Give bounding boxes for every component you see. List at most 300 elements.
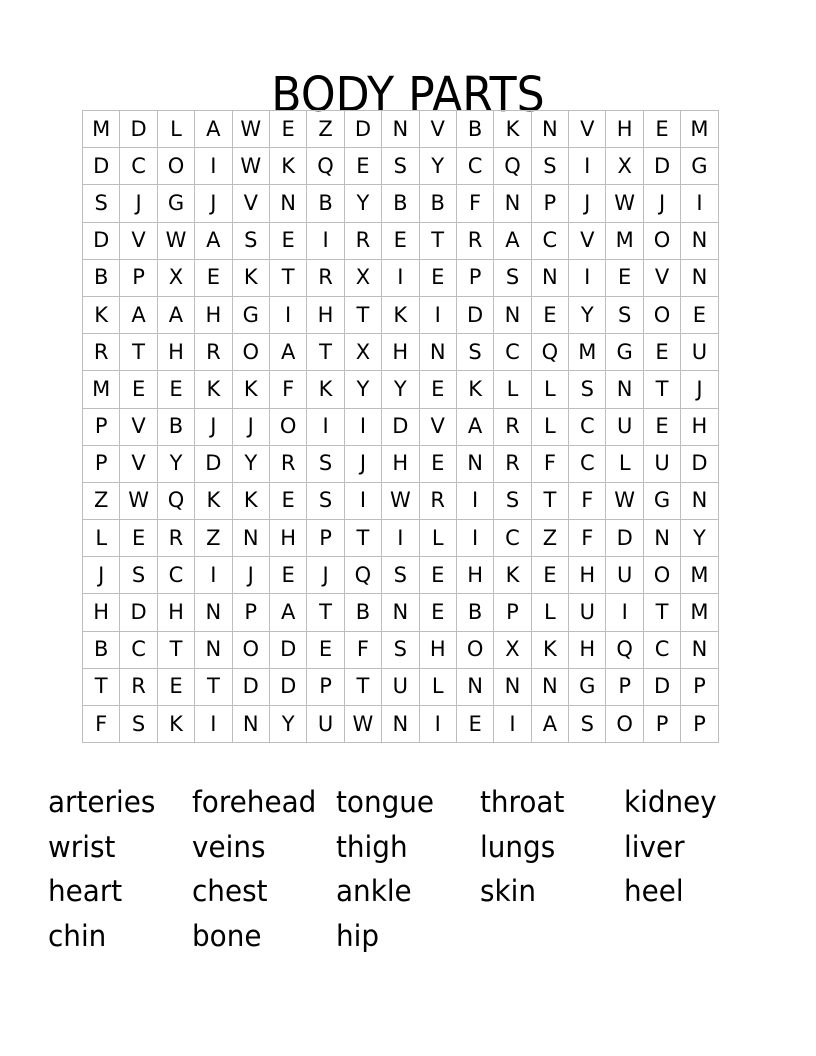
grid-cell: E xyxy=(456,706,493,743)
grid-cell: B xyxy=(307,185,344,222)
grid-cell: I xyxy=(382,259,419,296)
grid-cell: R xyxy=(344,222,381,259)
grid-cell: Q xyxy=(606,631,643,668)
grid-cell: E xyxy=(419,371,456,408)
grid-cell: S xyxy=(120,706,157,743)
grid-row xyxy=(83,185,719,222)
grid-cell: D xyxy=(643,668,680,705)
grid-cell: A xyxy=(195,222,232,259)
grid-cell: K xyxy=(232,259,269,296)
grid-cell: Z xyxy=(195,520,232,557)
grid-cell: T xyxy=(157,631,194,668)
grid-cell: R xyxy=(157,520,194,557)
grid-cell: C xyxy=(456,148,493,185)
grid-cell: F xyxy=(344,631,381,668)
grid-cell: E xyxy=(269,111,306,148)
grid-cell: V xyxy=(232,185,269,222)
grid-cell: R xyxy=(307,259,344,296)
grid-cell: X xyxy=(494,631,531,668)
word-list-item: bone xyxy=(192,918,262,953)
grid-cell: E xyxy=(643,408,680,445)
grid-cell: U xyxy=(643,445,680,482)
grid-cell: I xyxy=(494,706,531,743)
grid-cell: H xyxy=(157,334,194,371)
grid-cell: Y xyxy=(419,148,456,185)
grid-cell: C xyxy=(643,631,680,668)
grid-cell: J xyxy=(195,408,232,445)
grid-cell: E xyxy=(269,557,306,594)
grid-cell: N xyxy=(681,631,718,668)
grid-row xyxy=(83,445,719,482)
grid-cell: D xyxy=(606,520,643,557)
grid-cell: H xyxy=(569,631,606,668)
grid-cell: N xyxy=(232,520,269,557)
grid-row xyxy=(83,594,719,631)
grid-cell: O xyxy=(157,148,194,185)
grid-cell: E xyxy=(307,631,344,668)
grid-cell: U xyxy=(606,557,643,594)
grid-row xyxy=(83,631,719,668)
grid-cell: R xyxy=(494,408,531,445)
grid-cell: H xyxy=(382,445,419,482)
word-list-item: arteries xyxy=(48,785,156,819)
grid-cell: T xyxy=(531,482,568,519)
grid-cell: O xyxy=(643,296,680,333)
grid-cell: I xyxy=(344,482,381,519)
grid-cell: V xyxy=(419,408,456,445)
grid-cell: H xyxy=(307,296,344,333)
grid-cell: B xyxy=(456,594,493,631)
grid-cell: O xyxy=(269,408,306,445)
grid-cell: E xyxy=(269,222,306,259)
grid-cell: L xyxy=(531,371,568,408)
grid-cell: M xyxy=(83,371,120,408)
grid-cell: G xyxy=(232,296,269,333)
grid-cell: N xyxy=(531,111,568,148)
grid-cell: P xyxy=(681,668,718,705)
grid-cell: C xyxy=(157,557,194,594)
grid-cell: T xyxy=(269,259,306,296)
grid-cell: S xyxy=(456,334,493,371)
grid-cell: M xyxy=(681,111,718,148)
grid-cell: E xyxy=(419,445,456,482)
grid-cell: D xyxy=(83,222,120,259)
grid-cell: O xyxy=(456,631,493,668)
grid-row xyxy=(83,334,719,371)
grid-cell: S xyxy=(120,557,157,594)
grid-row xyxy=(83,482,719,519)
grid-cell: V xyxy=(120,445,157,482)
grid-cell: M xyxy=(83,111,120,148)
grid-cell: S xyxy=(307,482,344,519)
grid-cell: J xyxy=(195,185,232,222)
grid-cell: E xyxy=(606,259,643,296)
grid-cell: X xyxy=(606,148,643,185)
grid-cell: T xyxy=(419,222,456,259)
grid-cell: K xyxy=(232,482,269,519)
grid-cell: X xyxy=(344,259,381,296)
grid-row xyxy=(83,706,719,743)
grid-cell: N xyxy=(456,445,493,482)
grid-cell: K xyxy=(269,148,306,185)
grid-cell: I xyxy=(307,408,344,445)
grid-cell: J xyxy=(307,557,344,594)
grid-cell: J xyxy=(232,557,269,594)
grid-cell: S xyxy=(232,222,269,259)
grid-cell: S xyxy=(606,296,643,333)
grid-cell: P xyxy=(531,185,568,222)
grid-cell: W xyxy=(232,111,269,148)
grid-cell: U xyxy=(606,408,643,445)
grid-cell: T xyxy=(195,668,232,705)
grid-cell: J xyxy=(681,371,718,408)
grid-cell: J xyxy=(643,185,680,222)
grid-cell: R xyxy=(195,334,232,371)
grid-cell: P xyxy=(307,520,344,557)
grid-cell: O xyxy=(643,222,680,259)
grid-cell: H xyxy=(681,408,718,445)
grid-cell: O xyxy=(643,557,680,594)
grid-row xyxy=(83,557,719,594)
grid-cell: D xyxy=(269,631,306,668)
grid-cell: U xyxy=(382,668,419,705)
grid-cell: H xyxy=(157,594,194,631)
grid-cell: A xyxy=(456,408,493,445)
word-list-item: liver xyxy=(624,829,685,864)
grid-cell: E xyxy=(419,259,456,296)
grid-cell: O xyxy=(232,334,269,371)
grid-cell: A xyxy=(494,222,531,259)
grid-cell: U xyxy=(569,594,606,631)
grid-cell: R xyxy=(456,222,493,259)
word-list-item: hip xyxy=(336,918,380,953)
grid-cell: X xyxy=(344,334,381,371)
grid-cell: K xyxy=(157,706,194,743)
grid-row xyxy=(83,259,719,296)
grid-cell: B xyxy=(83,631,120,668)
grid-cell: Z xyxy=(83,482,120,519)
word-list-item: chin xyxy=(48,918,107,953)
grid-cell: S xyxy=(382,148,419,185)
grid-cell: N xyxy=(643,520,680,557)
grid-cell: V xyxy=(120,408,157,445)
grid-cell: D xyxy=(681,445,718,482)
grid-cell: O xyxy=(232,631,269,668)
grid-cell: B xyxy=(456,111,493,148)
grid-cell: G xyxy=(569,668,606,705)
grid-cell: N xyxy=(195,631,232,668)
grid-cell: Q xyxy=(494,148,531,185)
grid-cell: C xyxy=(531,222,568,259)
grid-cell: K xyxy=(195,371,232,408)
grid-row xyxy=(83,148,719,185)
grid-cell: S xyxy=(569,706,606,743)
grid-cell: C xyxy=(120,148,157,185)
grid-cell: H xyxy=(83,594,120,631)
grid-cell: K xyxy=(494,557,531,594)
grid-cell: E xyxy=(157,668,194,705)
grid-cell: F xyxy=(569,520,606,557)
grid-cell: J xyxy=(232,408,269,445)
grid-cell: T xyxy=(307,594,344,631)
grid-cell: C xyxy=(494,334,531,371)
grid-cell: D xyxy=(344,111,381,148)
grid-cell: S xyxy=(531,148,568,185)
grid-cell: D xyxy=(643,148,680,185)
word-list-item: veins xyxy=(192,829,266,864)
grid-cell: E xyxy=(531,557,568,594)
grid-cell: P xyxy=(83,408,120,445)
grid-cell: F xyxy=(83,706,120,743)
grid-cell: P xyxy=(83,445,120,482)
grid-row xyxy=(83,222,719,259)
page-title: BODY PARTS xyxy=(271,67,545,124)
grid-cell: V xyxy=(419,111,456,148)
word-list-item: wrist xyxy=(48,829,116,864)
grid-cell: H xyxy=(269,520,306,557)
grid-cell: B xyxy=(419,185,456,222)
grid-cell: K xyxy=(382,296,419,333)
grid-cell: O xyxy=(606,706,643,743)
grid-cell: Q xyxy=(344,557,381,594)
grid-cell: N xyxy=(606,371,643,408)
grid-cell: Q xyxy=(307,148,344,185)
grid-cell: R xyxy=(419,482,456,519)
word-list xyxy=(48,780,768,958)
word-list-item: kidney xyxy=(624,785,717,819)
word-list-item: skin xyxy=(480,874,537,908)
grid-cell: E xyxy=(269,482,306,519)
grid-cell: Q xyxy=(157,482,194,519)
grid-cell: E xyxy=(195,259,232,296)
grid-cell: A xyxy=(269,334,306,371)
grid-cell: S xyxy=(83,185,120,222)
grid-cell: K xyxy=(232,371,269,408)
grid-cell: A xyxy=(157,296,194,333)
grid-cell: H xyxy=(382,334,419,371)
grid-cell: N xyxy=(419,334,456,371)
grid-cell: I xyxy=(419,706,456,743)
grid-cell: T xyxy=(344,668,381,705)
word-list-item: forehead xyxy=(192,785,317,819)
grid-cell: P xyxy=(120,259,157,296)
grid-cell: C xyxy=(494,520,531,557)
grid-cell: D xyxy=(269,668,306,705)
word-list-item: chest xyxy=(192,874,268,908)
word-list-item: ankle xyxy=(336,874,412,908)
grid-row xyxy=(83,520,719,557)
grid-cell: A xyxy=(120,296,157,333)
grid-cell: E xyxy=(344,148,381,185)
grid-cell: P xyxy=(456,259,493,296)
grid-cell: L xyxy=(419,668,456,705)
grid-cell: Y xyxy=(157,445,194,482)
grid-cell: S xyxy=(569,371,606,408)
grid-cell: N xyxy=(382,594,419,631)
grid-cell: K xyxy=(531,631,568,668)
grid-cell: I xyxy=(195,706,232,743)
grid-cell: P xyxy=(606,668,643,705)
grid-cell: J xyxy=(83,557,120,594)
grid-cell: F xyxy=(569,482,606,519)
grid-cell: T xyxy=(120,334,157,371)
grid-cell: Y xyxy=(681,520,718,557)
grid-cell: L xyxy=(157,111,194,148)
grid-cell: V xyxy=(643,259,680,296)
word-list-item: heel xyxy=(624,874,684,908)
grid-cell: A xyxy=(195,111,232,148)
grid-cell: F xyxy=(269,371,306,408)
grid-cell: R xyxy=(120,668,157,705)
grid-cell: N xyxy=(232,706,269,743)
grid-cell: P xyxy=(681,706,718,743)
grid-cell: F xyxy=(456,185,493,222)
grid-cell: E xyxy=(419,594,456,631)
grid-cell: Q xyxy=(531,334,568,371)
grid-cell: V xyxy=(569,111,606,148)
grid-cell: S xyxy=(307,445,344,482)
grid-cell: X xyxy=(157,259,194,296)
grid-cell: M xyxy=(569,334,606,371)
word-search-grid xyxy=(82,110,719,743)
grid-cell: U xyxy=(681,334,718,371)
grid-cell: N xyxy=(494,668,531,705)
grid-cell: Y xyxy=(232,445,269,482)
grid-cell: C xyxy=(569,408,606,445)
grid-cell: R xyxy=(83,334,120,371)
grid-cell: K xyxy=(456,371,493,408)
grid-cell: I xyxy=(195,148,232,185)
grid-cell: N xyxy=(681,222,718,259)
grid-cell: I xyxy=(195,557,232,594)
grid-cell: S xyxy=(494,482,531,519)
grid-cell: E xyxy=(643,111,680,148)
grid-cell: I xyxy=(344,408,381,445)
grid-cell: H xyxy=(456,557,493,594)
grid-cell: R xyxy=(494,445,531,482)
grid-cell: N xyxy=(382,111,419,148)
grid-cell: C xyxy=(569,445,606,482)
grid-cell: W xyxy=(157,222,194,259)
grid-cell: B xyxy=(157,408,194,445)
grid-cell: Y xyxy=(269,706,306,743)
grid-cell: J xyxy=(344,445,381,482)
grid-cell: N xyxy=(681,482,718,519)
grid-cell: B xyxy=(382,185,419,222)
grid-cell: S xyxy=(494,259,531,296)
grid-cell: S xyxy=(382,631,419,668)
grid-cell: K xyxy=(494,111,531,148)
grid-cell: J xyxy=(569,185,606,222)
grid-cell: H xyxy=(606,111,643,148)
grid-cell: L xyxy=(606,445,643,482)
grid-row xyxy=(83,371,719,408)
grid-cell: H xyxy=(569,557,606,594)
word-list-item: throat xyxy=(480,785,565,819)
grid-cell: T xyxy=(643,594,680,631)
grid-cell: D xyxy=(120,111,157,148)
grid-cell: H xyxy=(195,296,232,333)
grid-cell: A xyxy=(531,706,568,743)
grid-cell: I xyxy=(382,520,419,557)
grid-cell: T xyxy=(83,668,120,705)
word-list-item: tongue xyxy=(336,785,435,819)
grid-cell: B xyxy=(344,594,381,631)
grid-cell: S xyxy=(382,557,419,594)
grid-cell: M xyxy=(606,222,643,259)
grid-cell: I xyxy=(606,594,643,631)
grid-cell: W xyxy=(382,482,419,519)
grid-cell: D xyxy=(382,408,419,445)
grid-cell: L xyxy=(494,371,531,408)
grid-cell: N xyxy=(494,185,531,222)
grid-cell: U xyxy=(307,706,344,743)
grid-cell: L xyxy=(419,520,456,557)
grid-cell: P xyxy=(643,706,680,743)
grid-cell: T xyxy=(643,371,680,408)
grid-cell: I xyxy=(269,296,306,333)
word-list-item: heart xyxy=(48,874,123,908)
grid-cell: Y xyxy=(569,296,606,333)
grid-cell: E xyxy=(382,222,419,259)
grid-cell: W xyxy=(606,185,643,222)
grid-cell: Y xyxy=(382,371,419,408)
grid-cell: H xyxy=(419,631,456,668)
grid-cell: E xyxy=(643,334,680,371)
grid-cell: N xyxy=(269,185,306,222)
grid-cell: W xyxy=(344,706,381,743)
grid-cell: T xyxy=(307,334,344,371)
grid-row xyxy=(83,408,719,445)
grid-cell: W xyxy=(120,482,157,519)
grid-cell: I xyxy=(681,185,718,222)
grid-cell: D xyxy=(456,296,493,333)
grid-cell: G xyxy=(643,482,680,519)
grid-row xyxy=(83,111,719,148)
grid-cell: I xyxy=(569,259,606,296)
grid-cell: T xyxy=(344,296,381,333)
grid-cell: B xyxy=(83,259,120,296)
grid-cell: J xyxy=(120,185,157,222)
grid-cell: N xyxy=(681,259,718,296)
grid-cell: D xyxy=(232,668,269,705)
grid-cell: E xyxy=(419,557,456,594)
grid-cell: K xyxy=(307,371,344,408)
grid-cell: K xyxy=(83,296,120,333)
grid-cell: Z xyxy=(531,520,568,557)
grid-cell: E xyxy=(531,296,568,333)
grid-cell: I xyxy=(419,296,456,333)
grid-cell: M xyxy=(681,557,718,594)
grid-cell: I xyxy=(569,148,606,185)
grid-cell: D xyxy=(195,445,232,482)
grid-cell: E xyxy=(120,371,157,408)
grid-cell: M xyxy=(681,594,718,631)
word-list-item: thigh xyxy=(336,829,408,864)
grid-cell: N xyxy=(531,668,568,705)
grid-cell: N xyxy=(456,668,493,705)
grid-cell: L xyxy=(531,594,568,631)
grid-cell: G xyxy=(606,334,643,371)
grid-cell: N xyxy=(195,594,232,631)
grid-cell: I xyxy=(307,222,344,259)
grid-cell: N xyxy=(531,259,568,296)
grid-cell: K xyxy=(195,482,232,519)
grid-cell: G xyxy=(157,185,194,222)
grid-cell: N xyxy=(494,296,531,333)
grid-cell: C xyxy=(120,631,157,668)
grid-cell: R xyxy=(269,445,306,482)
